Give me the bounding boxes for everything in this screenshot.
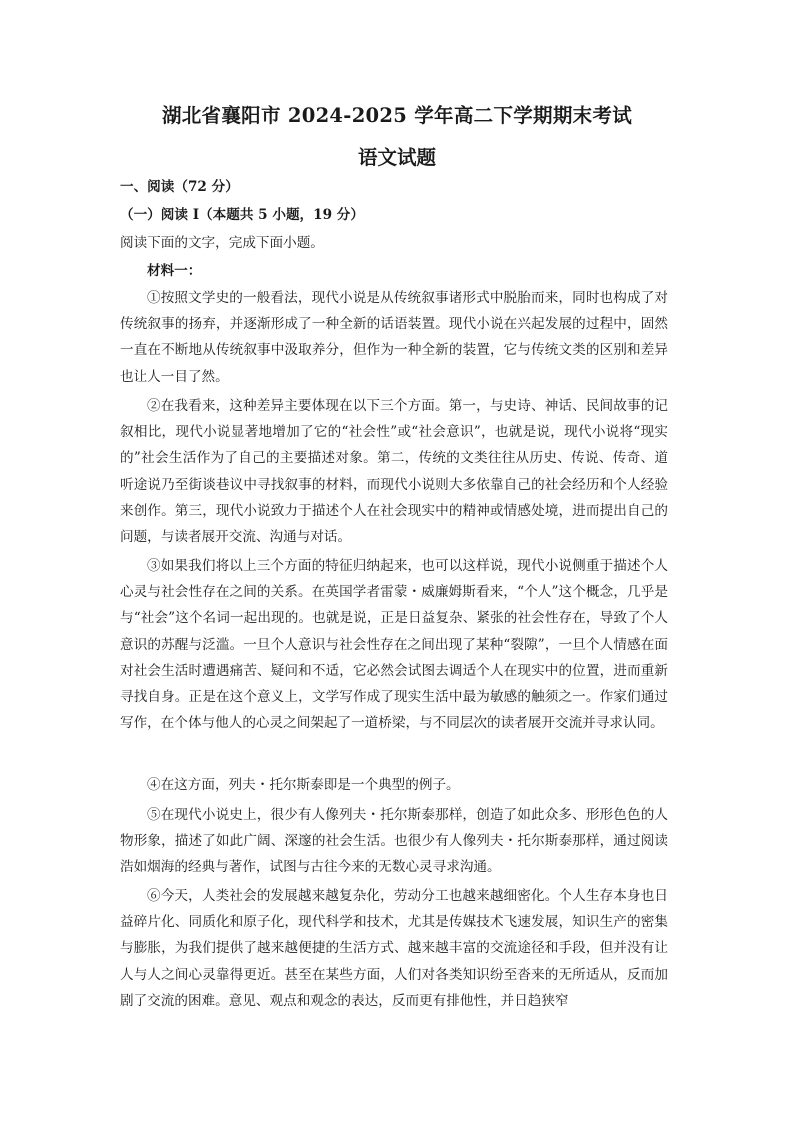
- material-label: 材料一：: [147, 263, 202, 279]
- paragraph-4: ④在这方面，列夫・托尔斯泰即是一个典型的例子。: [147, 777, 460, 793]
- paragraph-2: ②在我看来，这种差异主要体现在以下三个方面。第一，与史诗、神话、民间故事的记叙相比，现代小说显著地增加了它的“社会性”或“社会意识”，也就是说，现代小说将“现实的”社会生活作为了自己的主要描述对象。第二，传统的文类往往从历史、传说、传奇、道听途说乃至街谈巷议中寻找叙事的材料，而现代小说则大多依靠自己的社会经历和个人经验来创作。第三，现代小说致力于描述个人在社会现实中的精神或情感处境，进而提出自己的问题，与读者展开交流、沟通与对话。: [120, 398, 668, 546]
- section-heading: 一、阅读（72 分）: [120, 179, 239, 195]
- paragraph-5: ⑤在现代小说史上，很少有人像列夫・托尔斯泰那样，创造了如此众多、形形色色的人物形象，描述了如此广阔、深邃的社会生活。也很少有人像列夫・托尔斯泰那样，通过阅读浩如烟海的经典与著作，试图与古往今来的无数心灵寻求沟通。: [120, 807, 668, 876]
- paragraph-6: ⑥今天，人类社会的发展越来越复杂化，劳动分工也越来越细密化。个人生存本身也日益碎片化、同质化和原子化，现代科学和技术，尤其是传媒技术飞速发展，知识生产的密集与膨胀，为我们提供了越来越便捷的生活方式、越来越丰富的交流途径和手段，但并没有让人与人之间心灵靠得更近。甚至在某些方面，人们对各类知识纷至沓来的无所适从，反而加剧了交流的困难。意见、观点和观念的表达，反而更有排他性，并日趋狭窄: [120, 888, 668, 1009]
- paragraph-1: ①按照文学史的一般看法，现代小说是从传统叙事诸形式中脱胎而来，同时也构成了对传统叙事的扬弃，并逐渐形成了一种全新的话语装置。现代小说在兴起发展的过程中，固然一直在不断地从传统叙事中汲取养分，但作为一种全新的装置，它与传统文类的区别和差异也让人一目了然。: [120, 290, 668, 385]
- paragraph-3: ③如果我们将以上三个方面的特征归纳起来，也可以这样说，现代小说侧重于描述个人心灵与社会性存在之间的关系。在英国学者雷蒙・威廉姆斯看来，“个人”这个概念，几乎是与“社会”这个名词一起出现的。也就是说，正是日益复杂、紧张的社会性存在，导致了个人意识的苏醒与泛滥。一旦个人意识与社会性存在之间出现了某种“裂隙”，一旦个人情感在面对社会生活时遭遇痛苦、疑问和不适，它必然会试图去调适个人在现实中的位置，进而重新寻找自身。正是在这个意义上，文学写作成了现实生活中最为敏感的触须之一。作家们通过写作，在个体与他人的心灵之间架起了一道桥梁，与不同层次的读者展开交流并寻求认同。: [120, 558, 668, 732]
- document-title: 湖北省襄阳市 2024-2025 学年高二下学期期末考试: [161, 104, 633, 127]
- subsection-heading: （一）阅读 I（本题共 5 小题，19 分）: [120, 207, 364, 223]
- instruction-text: 阅读下面的文字，完成下面小题。: [120, 235, 324, 251]
- document-subtitle: 语文试题: [357, 146, 436, 169]
